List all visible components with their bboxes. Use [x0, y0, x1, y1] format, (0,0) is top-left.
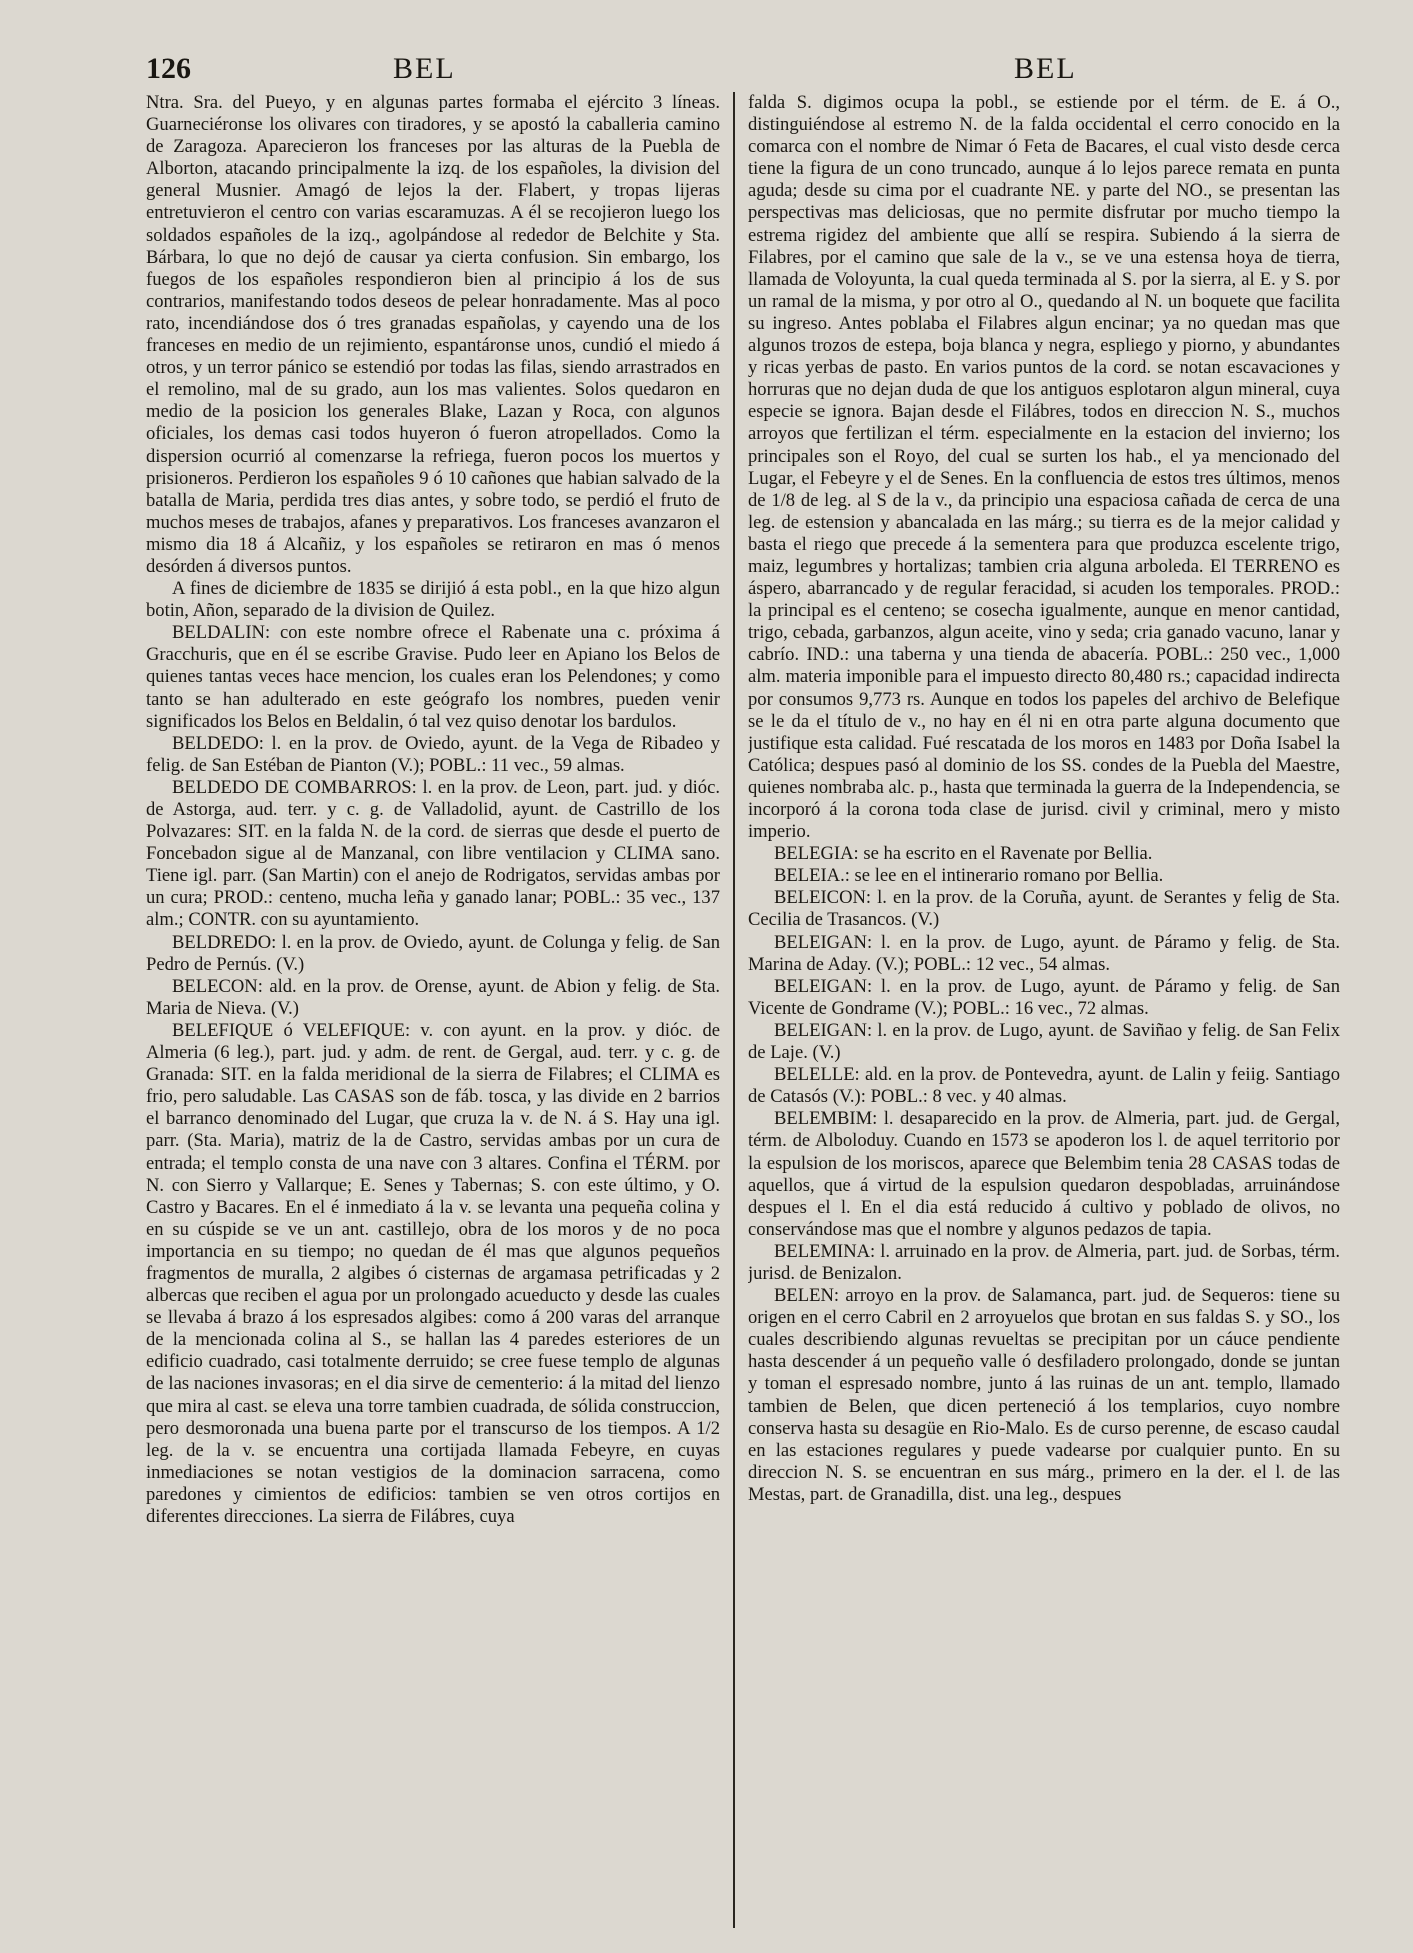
dictionary-entry: BELEIGAN: l. en la prov. de Lugo, ayunt. de Saviñao y felig. de San Felix de Laje. (V.): [748, 1019, 1340, 1064]
continued-paragraph: falda S. digimos ocupa la pobl., se estiende por el térm. de E. á O., distinguiéndose al estremo N. de la falda occidental el cerro conocido en la comarca con el nombre de Nimar ó Feta de Bacares, el cual visto desde cerca tiene la figura de un cono truncado, aunque á lo lejos parece remata en punta aguda; desde su cima por el cuadrante NE. y parte del NO., se presentan las perspectivas mas deliciosas, que no permite disfrutar por mucho tiempo la estrema rigidez del ambiente que allí se respira. Subiendo á la sierra de Filabres, por el camino que sale de la v., se ve una estensa hoya de tierra, llamada de Voloyunta, la cual queda terminada al S. por la sierra, al E. y S. por un ramal de la misma, y por otro al O., quedando al N. un boquete que facilita su ingreso. Antes poblaba el Filabres algun encinar; ya no quedan mas que algunos trozos de estepa, boja blanca y negra, espliego y piorno, y abundantes y ricas yerbas de pasto. En varios puntos de la cord. se notan escavaciones y horruras que no dejan duda de que los antiguos esplotaron algun mineral, cuya especie se ignora. Bajan desde el Filábres, todos en direccion N. S., muchos arroyos que fertilizan el térm. especialmente en la estacion del invierno; los principales son el Royo, del cual se surten los hab., el ya mencionado del Lugar, el Febeyre y el de Senes. En la confluencia de estos tres últimos, menos de 1/8 de leg. al S de la v., da principio una espaciosa cañada de cerca de una leg. de estension y abancalada en las márg.; su tierra es de la mejor calidad y basta el riego que precede á la sementera para que produzca escelente trigo, maiz, legumbres y hortalizas; tambien cria alguna arboleda. El TERRENO es áspero, abarrancado y de regular feracidad, si acuden los temporales. PROD.: la principal es el centeno; se cosecha igualmente, aunque en menor cantidad, trigo, cebada, garbanzos, algun aceite, vino y seda; cria ganado vacuno, lanar y cabrío. IND.: una taberna y una tienda de abacería. POBL.: 250 vec., 1,000 alm. materia imponible para el impuesto directo 80,480 rs.; capacidad indirecta por consumos 9,773 rs. Aunque en todos los papeles del archivo de Belefique se le da el título de v., no hay en él ni en otra parte alguna documento que justifique esta calidad. Fué rescatada de los moros en 1483 por Doña Isabel la Católica; despues pasó al dominio de los SS. condes de la Puebla del Maestre, quienes nombraba alc. p., hasta que terminada la guerra de la Independencia, se incorporó á la corona toda clase de jurisd. civil y criminal, mero y misto imperio.: [748, 92, 1340, 843]
dictionary-entry: BELEN: arroyo en la prov. de Salamanca, part. jud. de Sequeros: tiene su origen en el cerro Cabril en 2 arroyuelos que brotan en sus faldas S. y SO., los cuales describiendo algunas revueltas se precipitan por un cáuce pendiente hasta descender á un pequeño valle ó desfiladero prolongado, donde se juntan y toman el espresado nombre, junto á las ruinas de un ant. templo, llamado tambien de Belen, que dicen perteneció á los templarios, cuyo nombre conserva hasta su desagüe en Rio-Malo. Es de curso perenne, de escaso caudal en las estaciones regulares y puede vadearse por cualquier punto. En su direccion N. S. se encuentran en sus márg., primero en la der. el l. de las Mestas, part. de Granadilla, dist. una leg., despues: [748, 1285, 1340, 1505]
dictionary-entry: BELEFIQUE ó VELEFIQUE: v. con ayunt. en la prov. y dióc. de Almeria (6 leg.), part. jud. y adm. de rent. de Gergal, aud. terr. y c. g. de Granada: SIT. en la falda meridional de la sierra de Filabres; el CLIMA es frio, pero saludable. Las CASAS son de fáb. tosca, y las divide en 2 barrios el barranco denominado del Lugar, que cruza la v. de N. á S. Hay una igl. parr. (Sta. Maria), matriz de la de Castro, servidas ambas por un cura de entrada; el templo consta de una nave con 3 altares. Confina el TÉRM. por N. con Sierro y Vallarque; E. Senes y Tabernas; S. con este último, y O. Castro y Bacares. En el é inmediato á la v. se levanta una pequeña colina y en su cúspide se ve un ant. castillejo, obra de los moros y de no poca importancia en su tiempo; no quedan de él mas que algunos pequeños fragmentos de muralla, 2 algibes ó cisternas de argamasa petrificadas y 2 albercas que reciben el agua por un prolongado acueducto y desde las cuales se llevaba á brazo á los espresados algibes: como á 200 varas del arranque de la mencionada colina al S., se hallan las 4 paredes esteriores de un edificio cuadrado, casi totalmente derruido; se cree fuese templo de algunas de las naciones invasoras; en el dia sirve de cementerio: á la mitad del lienzo que mira al cast. se eleva una torre tambien cuadrada, de sólida construccion, pero desmoronada una buena parte por el transcurso de los tiempos. A 1/2 leg. de la v. se encuentra una cortijada llamada Febeyre, en cuyas inmediaciones se notan vestigios de la dominacion sarracena, como paredones y cimientos de edificios: tambien se ven otros cortijos en diferentes direcciones. La sierra de Filábres, cuya: [146, 1019, 720, 1527]
dictionary-entry: BELEIGAN: l. en la prov. de Lugo, ayunt. de Páramo y felig. de San Vicente de Gondrame (V.); POBL.: 16 vec., 72 almas.: [748, 975, 1340, 1019]
continued-paragraph: Ntra. Sra. del Pueyo, y en algunas partes formaba el ejército 3 líneas. Guarneciéronse los olivares con tiradores, y se apostó la caballeria camino de Zaragoza. Aparecieron los franceses por las alturas de la Puebla de Alborton, atacando principalmente la izq. de los españoles, la division del general Musnier. Amagó de lejos la der. Flabert, y tropas lijeras entretuvieron el centro con varias escaramuzas. A él se recojieron luego los soldados españoles de la izq., agolpándose al rededor de Belchite y Sta. Bárbara, lo que no dejó de causar ya cierta confusion. Sin embargo, los fuegos de los españoles respondieron bien al principio á los de sus contrarios, manifestando todos deseos de pelear honradamente. Mas al poco rato, incendiándose dos ó tres granadas españolas, y cayendo una de los franceses en medio de un rejimiento, espantáronse unos, cundió el miedo á otros, y un terror pánico se estendió por todas las filas, siendo arrastrados en el remolino, mal de su grado, aun los mas valientes. Solos quedaron en medio de la posicion los generales Blake, Lazan y Roca, con algunos oficiales, los demas casi todos huyeron ó fueron atropellados. Como la dispersion ocurrió al comenzarse la refriega, fueron pocos los muertos y prisioneros. Perdieron los españoles 9 ó 10 cañones que habian salvado de la batalla de Maria, perdida tres dias antes, y sobre todo, se perdió el fruto de muchos meses de trabajos, afanes y preparativos. Los franceses avanzaron el mismo dia 18 á Alcañiz, y los españoles se retiraron en mas ó menos desórden á diversos puntos.: [146, 92, 720, 577]
right-column: [748, 92, 1340, 1928]
page-number: 126: [146, 52, 191, 85]
dictionary-entry: BELDREDO: l. en la prov. de Oviedo, ayunt. de Colunga y felig. de San Pedro de Pernús. (V.): [146, 931, 720, 975]
page-header: [0, 52, 1413, 92]
dictionary-entry: BELECON: ald. en la prov. de Orense, ayunt. de Abion y felig. de Sta. Maria de Nieva. (V.): [146, 975, 720, 1019]
dictionary-entry: BELEMBIM: l. desaparecido en la prov. de Almeria, part. jud. de Gergal, térm. de Alboloduy. Cuando en 1573 se apoderon los l. de aquel territorio por la espulsion de los moriscos, aparece que Belembim tenia 28 CASAS todas de aquellos, que á virtud de la espulsion quedaron despobladas, arruinándose despues el l. En el dia está reducido á cultivo y poblado de olivos, no conservándose mas que el nombre y algunos pedazos de tapia.: [748, 1108, 1340, 1240]
left-column: [146, 92, 720, 1928]
running-head-left: BEL: [393, 52, 456, 85]
dictionary-entry: A fines de diciembre de 1835 se dirijió á esta pobl., en la que hizo algun botin, Añon, separado de la division de Quilez.: [146, 578, 720, 622]
dictionary-entry: BELDEDO DE COMBARROS: l. en la prov. de Leon, part. jud. y dióc. de Astorga, aud. terr. y c. g. de Valladolid, ayunt. de Castrillo de los Polvazares: SIT. en la falda N. de la cord. de sierras que desde el puerto de Foncebadon sigue al de Manzanal, con libre ventilacion y CLIMA sano. Tiene igl. parr. (San Martin) con el anejo de Rodrigatos, servidas ambas por un cura; PROD.: centeno, mucha leña y ganado lanar; POBL.: 35 vec., 137 alm.; CONTR. con su ayuntamiento.: [146, 776, 720, 931]
dictionary-entry: BELDEDO: l. en la prov. de Oviedo, ayunt. de la Vega de Ribadeo y felig. de San Estéban de Pianton (V.); POBL.: 11 vec., 59 almas.: [146, 732, 720, 776]
dictionary-entry: BELDALIN: con este nombre ofrece el Rabenate una c. próxima á Gracchuris, que en él se escribe Gravise. Pudo leer en Apiano los Belos de quienes tantas veces hace mencion, los cuales eran los Pelendones; y como tanto se han adulterado en este geógrafo los nombres, pueden venir significados los Belos en Beldalin, ó tal vez quiso denotar los bardulos.: [146, 622, 720, 732]
dictionary-entry: BELEIGAN: l. en la prov. de Lugo, ayunt. de Páramo y felig. de Sta. Marina de Aday. (V.); POBL.: 12 vec., 54 almas.: [748, 931, 1340, 975]
dictionary-entry: BELELLE: ald. en la prov. de Pontevedra, ayunt. de Lalin y feiig. Santiago de Catasós (V.): POBL.: 8 vec. y 40 almas.: [748, 1064, 1340, 1108]
dictionary-entry: BELEIA.: se lee en el intinerario romano por Bellia.: [774, 865, 1164, 887]
dictionary-entry: BELEICON: l. en la prov. de la Coruña, ayunt. de Serantes y felig de Sta. Cecilia de Trasancos. (V.): [748, 887, 1340, 931]
column-divider: [733, 92, 735, 1928]
running-head-right: BEL: [1014, 52, 1077, 85]
dictionary-entry: BELEMINA: l. arruinado en la prov. de Almeria, part. jud. de Sorbas, térm. jurisd. de Benizalon.: [748, 1240, 1340, 1284]
dictionary-entry: BELEGIA: se ha escrito en el Ravenate por Bellia.: [774, 843, 1153, 865]
